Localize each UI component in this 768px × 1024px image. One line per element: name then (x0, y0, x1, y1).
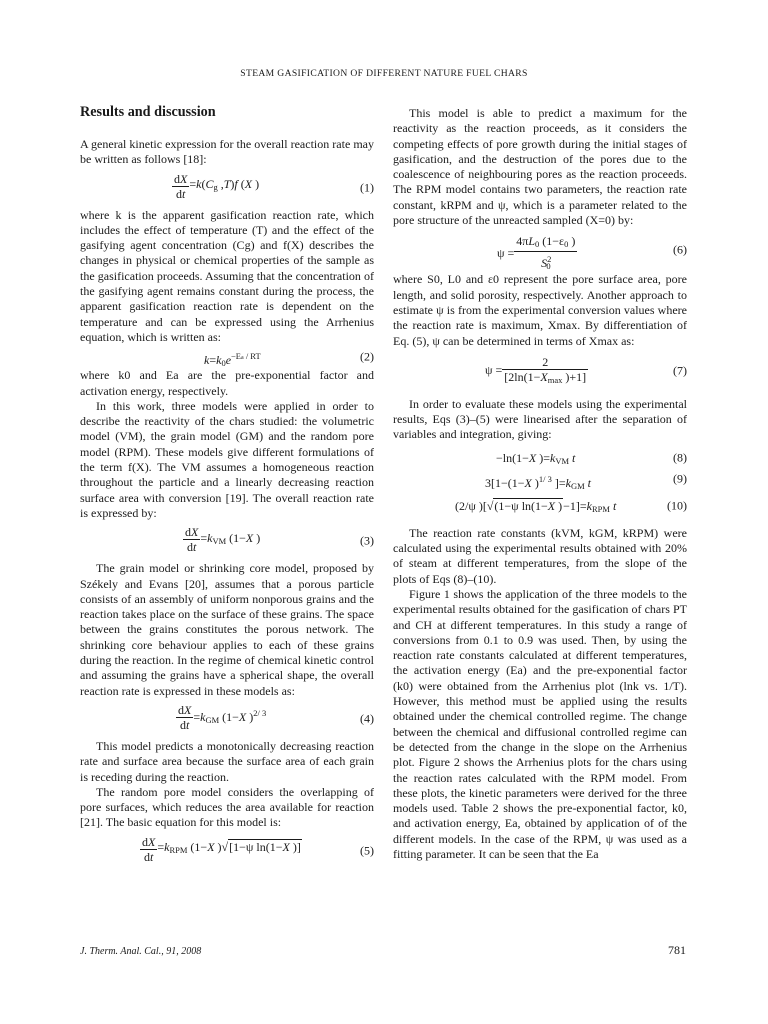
equation-number: (8) (673, 450, 687, 465)
paragraph: The grain model or shrinking core model, proposed by Székely and Evans [20], assumes that a porous particle consists of an assembly of uniform nonporous grains and the reaction takes place on the surface of these grains. The space between the grains constitutes the porous network. The shrinking core behaviour applies to each of these grains during the reaction. In the regime of chemical kinetic control and assuming the grains have a spherical shape, the overall reaction rate is expressed in these models as: (80, 561, 374, 698)
journal-citation: J. Therm. Anal. Cal., 91, 2008 (80, 946, 202, 957)
paragraph: Figure 1 shows the application of the three models to the experimental results obtained for the gasification of chars PT and CH at different temperatures. In this study a range of conversions from 0.1 to 0.9 was used. Then, by using the reaction rate constants calculated at different temperatures, the activation energy (Ea) and the pre-exponential factor (k0) were obtained from the Arrhenius plot (lnk vs. 1/T). However, this method must be applied using the results obtained under the chemical controlled regime. The change between the chemical and diffusional controlled regime can be detected from the change in the slope on the Arrhenius plot. Figure 2 shows the Arrhenius plots for the chars using the reaction rates calculated with the RPM model. From these plots, the kinetic parameters were derived for the three models used. Table 2 shows the pre-exponential factor, k0, and activation energy, Ea, obtained by application of of the different models. In the case of the RPM, ψ was used as a fitting parameter. It can be seen that the Ea (393, 586, 687, 861)
equation-number: (2) (360, 349, 374, 364)
paragraph: where k0 and Ea are the pre-exponential factor and activation energy, respectively. (80, 368, 374, 398)
page-number: 781 (668, 943, 686, 957)
equation-6: ψ = $\frac{4\pi L_0 (1-\varepsilon_0 )}{S^2_0}$ (6) (497, 234, 687, 272)
paragraph: The random pore model considers the overlapping of pore surfaces, which reduces the area available for reaction [21]. The basic equation for this model is: (80, 784, 374, 830)
left-column (80, 104, 374, 871)
equation-7: ψ = $\frac{2}{[2\ln(1-X_{max} )+1]}$ (7) (485, 354, 687, 385)
equation-1: $\frac{dX}{dt}$ $=k(C_g$ ,T)f (X ) (1) (174, 171, 374, 201)
paragraph: where S0, L0 and ε0 represent the pore surface area, pore length, and solid porosity, respectively. Another approach to estimate ψ is from the experimental conversion values where the reaction rate is maximum, Xmax. By differentiation of Eq. (5), ψ can be determined in terms of Xmax as: (393, 272, 687, 348)
equation-3: $\frac{dX}{dt}$ $=k_{VM}$ (1−X ) (3) (185, 525, 374, 555)
paragraph: In order to evaluate these models using the experimental results, Eqs (3)–(5) were linearised after the separation of variables and integration, giving: (393, 396, 687, 442)
equation-number: (1) (360, 179, 374, 194)
equation-number: (5) (360, 843, 374, 858)
equation-8: −ln(1−X )$=k_{VM}$ t (8) (496, 450, 687, 466)
equation-4: $\frac{dX}{dt}$ $=k_{GM}$ (1−X )$^{2/ 3}$ (4) (178, 702, 374, 732)
equation-2: $k=k_0e^{-Ea / RT}$ (2) (204, 349, 374, 369)
equation-number: (6) (673, 242, 687, 257)
equation-5: $\frac{dX}{dt}$ $=k_{RPM}$ (1−X )√[1−ψ ln(1−X )] (5) (142, 834, 374, 864)
right-column (393, 106, 687, 862)
equation-number: (7) (673, 363, 687, 378)
paragraph: A general kinetic expression for the overall reaction rate may be written as follows [18]: (80, 137, 374, 167)
running-head: STEAM GASIFICATION OF DIFFERENT NATURE FUEL CHARS (240, 68, 528, 79)
equation-9: 3[1−(1−X )$^{1/ 3}$ ]$=k_{GM}$ t (9) (485, 471, 687, 491)
equation-10: (2/ψ )[√(1−ψ ln(1−X )$-1]=k_{RPM}$ t (10) (455, 498, 687, 514)
equation-number: (9) (673, 471, 687, 486)
paragraph: where k is the apparent gasification reaction rate, which includes the effect of temperature (T) and the effect of the gasifying agent concentration (Cg) and f(X) describes the changes in physical or chemical properties of the sample as the gasification proceeds. Assuming that the concentration of the gasifying agent remains constant during the process, the apparent gasification reaction rate is dependent on the temperature and can be expressed using the Arrhenius equation, which is written as: (80, 207, 374, 344)
paragraph: This model is able to predict a maximum for the reactivity as the reaction proceeds, as it considers the competing effects of pore growth during the initial stages of gasification, and the destruction of the pores due to the coalescence of neighbouring pores as the reaction proceeds. The RPM model contains two parameters, the reaction rate constant, kRPM and ψ, which is a parameter related to the pore structure of the unreacted sampled (X=0) by: (393, 106, 687, 228)
paragraph: This model predicts a monotonically decreasing reaction rate and surface area because the surface area of each grain is receding during the reaction. (80, 738, 374, 784)
equation-number: (4) (360, 711, 374, 726)
paragraph: In this work, three models were applied in order to describe the reactivity of the chars studied: the volumetric model (VM), the grain model (GM) and the random pore model (RPM). These models give different formulations of the term f(X). The VM assumes a homogeneous reaction throughout the particle and a linearly decreasing reaction surface area with conversion [19]. The overall reaction rate is expressed by: (80, 398, 374, 520)
section-title: Results and discussion (80, 104, 216, 120)
equation-number: (3) (360, 533, 374, 548)
equation-number: (10) (667, 498, 687, 513)
paragraph: The reaction rate constants (kVM, kGM, kRPM) were calculated using the experimental results obtained with 20% of steam at different temperatures, from the slope of the plots of Eqs (8)–(10). (393, 525, 687, 586)
